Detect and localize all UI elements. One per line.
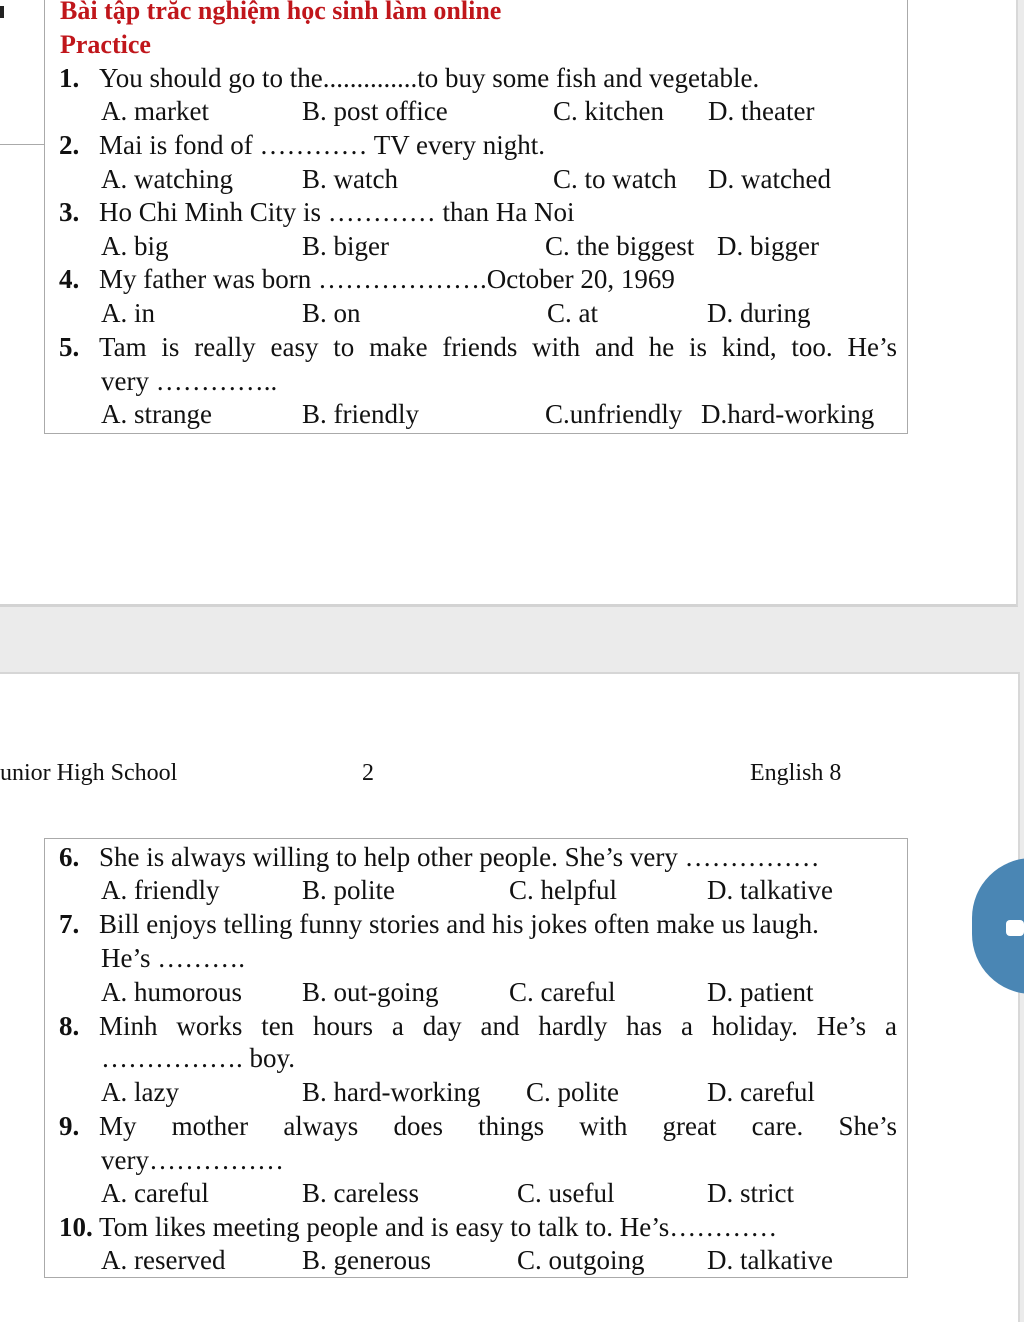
question-box-2 xyxy=(44,838,908,1278)
option-b: B. generous xyxy=(302,1245,431,1275)
option-d: D. watched xyxy=(708,164,831,194)
question-stem: Minh works ten hours a day and hardly has a holiday. He’s a xyxy=(99,1011,897,1041)
option-d: D. careful xyxy=(707,1077,815,1107)
document-title: Bài tập trăc nghiệm học sinh làm online xyxy=(60,0,502,25)
option-d: D. theater xyxy=(708,96,815,126)
option-a: A. market xyxy=(101,96,209,126)
option-c: C.unfriendly xyxy=(545,399,683,429)
option-a: A. in xyxy=(101,298,155,328)
option-a: A. big xyxy=(101,231,169,261)
option-c: C. careful xyxy=(509,977,616,1007)
option-a: A. reserved xyxy=(101,1245,226,1275)
option-b: B. hard-working xyxy=(302,1077,481,1107)
question-stem: Bill enjoys telling funny stories and his jokes often make us laugh. xyxy=(99,909,819,939)
option-c: C. polite xyxy=(526,1077,619,1107)
header-school: unior High School xyxy=(0,760,178,786)
question-number: 8. xyxy=(59,1011,80,1041)
option-b: B. post office xyxy=(302,96,448,126)
option-c: C. outgoing xyxy=(517,1245,645,1275)
option-a: A. friendly xyxy=(101,875,220,905)
option-a: A. strange xyxy=(101,399,212,429)
section-subtitle: Practice xyxy=(60,30,151,59)
question-stem: You should go to the..............to buy some fish and vegetable. xyxy=(99,63,760,93)
option-d: D. during xyxy=(707,298,811,328)
question-number: 2. xyxy=(59,130,80,160)
question-stem-continuation: ……………. boy. xyxy=(101,1043,295,1073)
menu-icon xyxy=(1006,920,1024,936)
option-b: B. biger xyxy=(302,231,389,261)
question-number: 5. xyxy=(59,332,80,362)
option-a: A. lazy xyxy=(101,1077,179,1107)
question-stem-continuation: He’s ………. xyxy=(101,943,245,973)
question-stem: She is always willing to help other people. She’s very …………… xyxy=(99,842,820,872)
option-a: A. watching xyxy=(101,164,233,194)
option-c: C. to watch xyxy=(553,164,677,194)
question-stem: Mai is fond of ………… TV every night. xyxy=(99,130,545,160)
option-c: C. useful xyxy=(517,1178,615,1208)
option-c: C. the biggest xyxy=(545,231,695,261)
option-a: A. humorous xyxy=(101,977,242,1007)
left-rule xyxy=(0,144,44,145)
option-b: B. on xyxy=(302,298,361,328)
question-stem: Tom likes meeting people and is easy to talk to. He’s………… xyxy=(99,1212,778,1242)
header-subject: English 8 xyxy=(750,760,842,786)
option-d: D. bigger xyxy=(717,231,819,261)
option-d: D. patient xyxy=(707,977,814,1007)
question-number: 3. xyxy=(59,197,80,227)
header-page-number: 2 xyxy=(362,760,374,786)
question-stem: My mother always does things with great care. She’s xyxy=(99,1111,897,1141)
option-b: B. watch xyxy=(302,164,398,194)
option-b: B. careless xyxy=(302,1178,419,1208)
option-c: C. kitchen xyxy=(553,96,664,126)
option-d: D. talkative xyxy=(707,1245,833,1275)
question-stem: Tam is really easy to make friends with and he is kind, too. He’s xyxy=(99,332,897,362)
question-box-1 xyxy=(44,0,908,434)
question-stem-continuation: very ………….. xyxy=(101,366,278,396)
question-stem: Ho Chi Minh City is ………… than Ha Noi xyxy=(99,197,575,227)
question-number: 4. xyxy=(59,264,80,294)
option-d: D. talkative xyxy=(707,875,833,905)
question-stem-continuation: very…………… xyxy=(101,1145,284,1175)
document-page-2 xyxy=(0,672,1020,1322)
question-number: 7. xyxy=(59,909,80,939)
margin-mark xyxy=(0,6,4,18)
option-b: B. out-going xyxy=(302,977,439,1007)
question-number: 10. xyxy=(59,1212,93,1242)
option-c: C. helpful xyxy=(509,875,617,905)
option-d: D.hard-working xyxy=(701,399,875,429)
question-number: 9. xyxy=(59,1111,80,1141)
option-b: B. polite xyxy=(302,875,395,905)
option-b: B. friendly xyxy=(302,399,419,429)
question-number: 1. xyxy=(59,63,80,93)
document-page-1 xyxy=(0,0,1018,607)
question-number: 6. xyxy=(59,842,80,872)
question-stem: My father was born ……………….October 20, 1969 xyxy=(99,264,675,294)
option-c: C. at xyxy=(547,298,598,328)
option-d: D. strict xyxy=(707,1178,794,1208)
option-a: A. careful xyxy=(101,1178,209,1208)
